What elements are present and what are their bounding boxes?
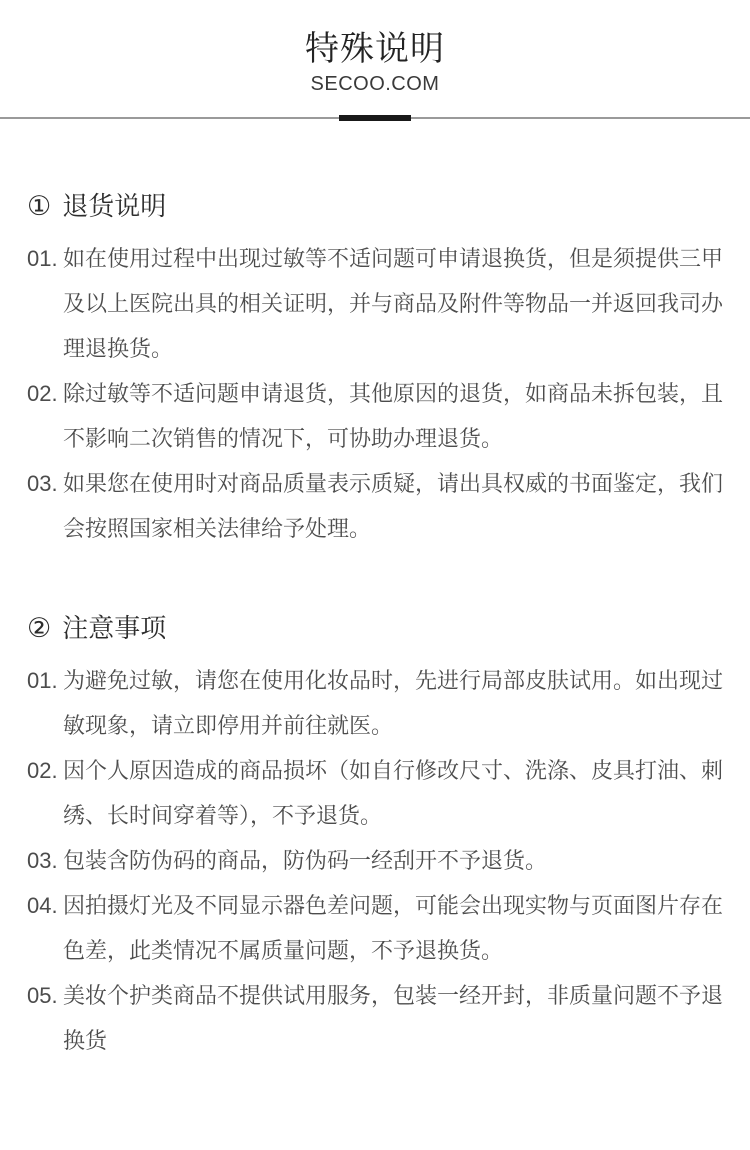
section-number-badge: ② [27,613,52,643]
list-item [27,883,726,973]
divider-accent-bar [339,115,411,121]
section-precautions [27,613,726,1063]
content [0,191,750,1063]
list-item-number: 03. [27,471,58,496]
list-item [27,371,726,461]
section-title-label: 退货说明 [62,191,167,221]
site-logo: SECOO.COM [310,73,440,95]
list-item-number: 01. [27,246,58,271]
list-item-text: 美妆个护类商品不提供试用服务，包装一经开封，非质量问题不予退换货 [63,983,724,1053]
list-item-number: 02. [27,758,58,783]
list-item [27,461,726,551]
list-item [27,838,726,883]
list-item-text: 如在使用过程中出现过敏等不适问题可申请退换货，但是须提供三甲及以上医院出具的相关证明，并与商品及附件等物品一并返回我司办理退换货。 [63,246,724,361]
list-item [27,973,726,1063]
list-item-text: 除过敏等不适问题申请退货，其他原因的退货，如商品未拆包装，且不影响二次销售的情况下，可协助办理退货。 [63,381,724,451]
section-return-policy [27,191,726,551]
list-item-text: 包装含防伪码的商品，防伪码一经刮开不予退货。 [63,848,548,873]
list-item-text: 因拍摄灯光及不同显示器色差问题，可能会出现实物与页面图片存在色差，此类情况不属质量问题，不予退换货。 [63,893,724,963]
list-item-number: 05. [27,983,58,1008]
list-item-number: 01. [27,668,58,693]
list-item-text: 因个人原因造成的商品损坏（如自行修改尺寸、洗涤、皮具打油、刺绣、长时间穿着等），不予退货。 [63,758,724,828]
section-title-label: 注意事项 [62,613,167,643]
list-item-text: 如果您在使用时对商品质量表示质疑，请出具权威的书面鉴定，我们会按照国家相关法律给予处理。 [63,471,724,541]
list-item [27,236,726,371]
section-precautions-title [27,613,726,644]
list-item-number: 04. [27,893,58,918]
section-number-badge: ① [27,191,52,221]
list-item-number: 02. [27,381,58,406]
header-divider [0,117,750,119]
page-title: 特殊说明 [305,30,445,68]
list-item-text: 为避免过敏，请您在使用化妆品时，先进行局部皮肤试用。如出现过敏现象，请立即停用并前往就医。 [63,668,724,738]
section-return-policy-title [27,191,726,222]
list-item [27,658,726,748]
list-item [27,748,726,838]
list-item-number: 03. [27,848,58,873]
header [0,0,750,94]
